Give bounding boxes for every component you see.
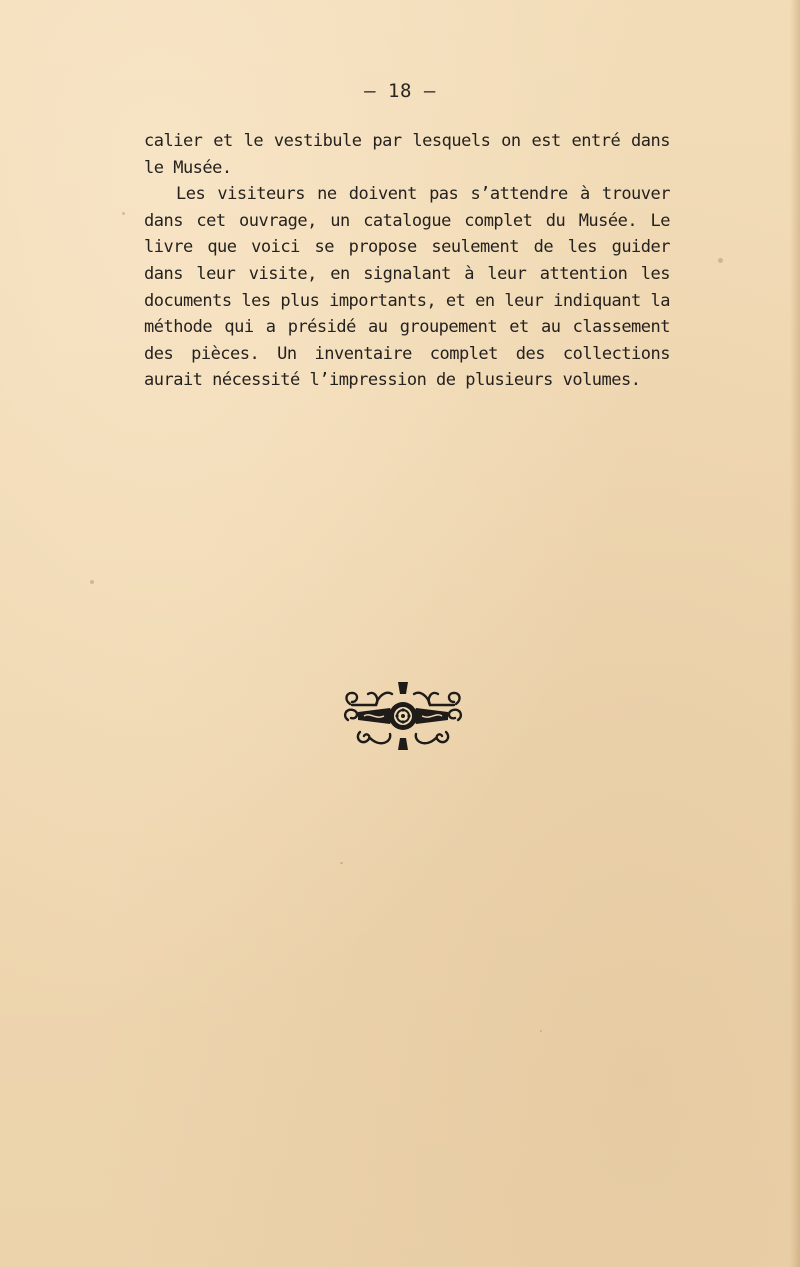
- page-edge-shadow: [790, 0, 800, 1267]
- body-text: [144, 128, 670, 394]
- paper-speck: [340, 862, 343, 864]
- paragraph-continuation: calier et le vestibule par lesquels on est entré dans le Musée.: [144, 131, 670, 178]
- paper-speck: [718, 258, 723, 263]
- ornamental-flourish-icon: [340, 676, 466, 750]
- paper-speck: [122, 212, 125, 215]
- paragraph-visitors: Les visiteurs ne doivent pas s’attendre à trouver dans cet ouvrage, un catalogue complet du Musée. Le livre que voici se propose seulement de les guider dans leur visite, en signalant à leur attention les documents les plus importants, et en leur indiquant la méthode qui a présidé au groupement et au classement des pièces. Un inventaire complet des collections aurait nécessité l’impression de plusieurs volumes.: [144, 184, 670, 391]
- paper-speck: [90, 580, 94, 584]
- paper-speck: [540, 1030, 542, 1032]
- page-number: — 18 —: [364, 80, 436, 102]
